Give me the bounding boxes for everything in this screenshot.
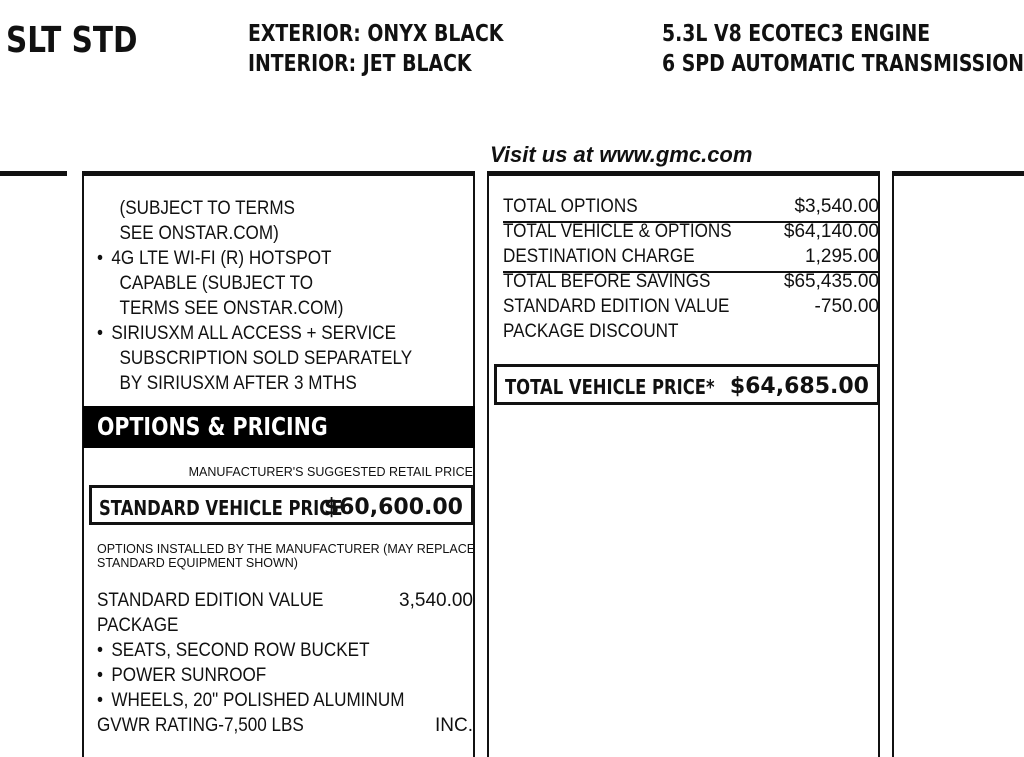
option-row: PACKAGE (97, 615, 179, 636)
total-price-label: TOTAL VEHICLE PRICE* (505, 375, 715, 399)
installed-note-line: OPTIONS INSTALLED BY THE MANUFACTURER (MAY REPLACE (97, 542, 476, 556)
website-link[interactable]: Visit us at www.gmc.com (490, 142, 753, 167)
feature-line: SUBSCRIPTION SOLD SEPARATELY (119, 348, 413, 369)
feature-line: BY SIRIUSXM AFTER 3 MTHS (119, 373, 357, 394)
option-row: • SEATS, SECOND ROW BUCKET (97, 638, 473, 663)
bullet-icon (97, 665, 111, 686)
column-border-left (82, 171, 84, 757)
option-price: 3,540.00 (399, 590, 473, 611)
option-price: INC. (435, 715, 473, 736)
installed-note-line: STANDARD EQUIPMENT SHOWN) (97, 556, 298, 570)
trim-name: SLT STD (6, 20, 138, 61)
powertrain-block (662, 19, 1024, 79)
divider-left (0, 171, 67, 176)
installed-options-note (97, 542, 475, 570)
option-row: STANDARD EDITION VALUE 3,540.00 (97, 590, 473, 611)
options-pricing-title: OPTIONS & PRICING (97, 412, 328, 441)
msrp-caption: MANUFACTURER'S SUGGESTED RETAIL PRICE (188, 465, 473, 479)
transmission-spec: 6 SPD AUTOMATIC TRANSMISSION (662, 51, 1024, 77)
option-row: • POWER SUNROOF (97, 663, 473, 688)
standard-price-box (89, 485, 474, 525)
divider-right (892, 171, 1024, 176)
engine-spec: 5.3L V8 ECOTEC3 ENGINE (662, 21, 931, 47)
divider-pricing (487, 171, 879, 176)
options-list (97, 588, 473, 738)
options-pricing-heading (83, 406, 475, 448)
features-list (97, 196, 447, 396)
column-border-right-b (892, 171, 894, 757)
bullet-icon (97, 248, 111, 269)
summary-row-before-savings: TOTAL BEFORE SAVINGS $65,435.00 (503, 271, 879, 292)
summary-row-total-options: TOTAL OPTIONS $3,540.00 (503, 196, 879, 223)
total-price-box (494, 364, 880, 405)
option-row: • WHEELS, 20" POLISHED ALUMINUM (97, 688, 473, 713)
feature-line: TERMS SEE ONSTAR.COM) (119, 298, 344, 319)
total-price-value: $64,685.00 (729, 374, 869, 399)
summary-row-edition-value: STANDARD EDITION VALUE -750.00 (503, 296, 879, 317)
bullet-icon (97, 690, 111, 711)
summary-row-total-vehicle-options: TOTAL VEHICLE & OPTIONS $64,140.00 (503, 221, 879, 242)
summary-row-destination: DESTINATION CHARGE 1,295.00 (503, 246, 879, 273)
bullet-icon (97, 640, 111, 661)
bullet-icon (97, 323, 111, 344)
feature-line: CAPABLE (SUBJECT TO (119, 273, 314, 294)
feature-line: SEE ONSTAR.COM) (119, 223, 279, 244)
feature-line: (SUBJECT TO TERMS (119, 198, 295, 219)
color-block (248, 19, 503, 79)
feature-line: • 4G LTE WI-FI (R) HOTSPOT (97, 246, 412, 271)
interior-color: INTERIOR: JET BLACK (248, 51, 472, 77)
exterior-color: EXTERIOR: ONYX BLACK (248, 21, 504, 47)
feature-line: • SIRIUSXM ALL ACCESS + SERVICE (97, 321, 412, 346)
column-border-mid-a (473, 171, 475, 406)
summary-row-package-discount: PACKAGE DISCOUNT (503, 321, 679, 342)
column-border-mid-c (487, 171, 489, 757)
standard-price-value: $60,600.00 (323, 495, 463, 520)
divider-features (83, 171, 475, 176)
standard-price-label: STANDARD VEHICLE PRICE (99, 496, 343, 520)
option-row: GVWR RATING-7,500 LBS INC. (97, 715, 473, 736)
